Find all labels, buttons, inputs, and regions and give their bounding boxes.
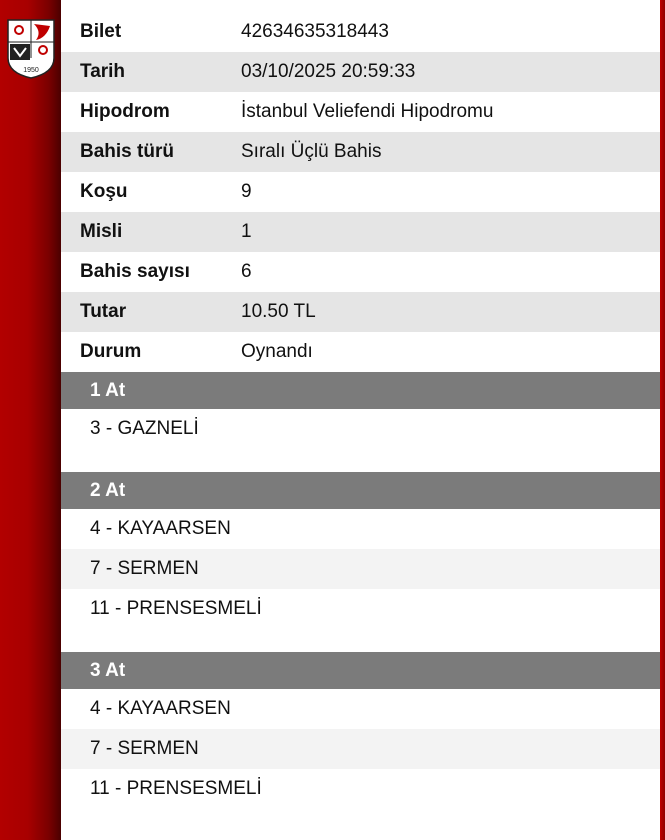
info-row-kosu [61, 172, 660, 212]
info-key: Koşu [80, 181, 128, 202]
info-row-bilet [61, 12, 660, 52]
info-value: 6 [241, 261, 252, 282]
horse-row: 11 - PRENSESMELİ [90, 598, 262, 619]
info-row-bahis-sayisi [61, 252, 660, 292]
info-value: Sıralı Üçlü Bahis [241, 141, 382, 162]
info-row-hipodrom [61, 92, 660, 132]
horse-row: 4 - KAYAARSEN [90, 518, 231, 539]
horse-row: 11 - PRENSESMELİ [90, 778, 262, 799]
ticket-detail [61, 12, 660, 809]
info-value: Oynandı [241, 341, 313, 362]
info-key: Bilet [80, 21, 122, 42]
info-key: Hipodrom [80, 101, 170, 122]
info-key: Tutar [80, 301, 127, 322]
selection-section-1 [61, 372, 660, 472]
selection-section-3 [61, 652, 660, 809]
horse-row: 3 - GAZNELİ [90, 418, 199, 439]
ticket-info-table [61, 12, 660, 372]
info-key: Bahis türü [80, 141, 174, 162]
info-row-misli [61, 212, 660, 252]
section-header: 3 At [61, 652, 660, 689]
section-spacer [61, 449, 660, 472]
info-row-bahis-turu [61, 132, 660, 172]
logo-year: 1950 [23, 67, 39, 74]
horse-row: 4 - KAYAARSEN [90, 698, 231, 719]
club-logo-icon [6, 18, 56, 80]
info-key: Bahis sayısı [80, 261, 190, 282]
info-row-tarih [61, 52, 660, 92]
info-key: Durum [80, 341, 142, 362]
info-value: İstanbul Veliefendi Hipodromu [241, 101, 494, 122]
horse-row: 7 - SERMEN [61, 729, 660, 769]
info-value: 9 [241, 181, 252, 202]
info-key: Tarih [80, 61, 126, 82]
selection-section-2 [61, 472, 660, 652]
right-edge [660, 0, 665, 840]
info-row-durum [61, 332, 660, 372]
info-value: 1 [241, 221, 252, 242]
info-key: Misli [80, 221, 123, 242]
sidebar [0, 0, 61, 840]
info-row-tutar [61, 292, 660, 332]
info-value: 42634635318443 [241, 21, 389, 42]
section-header: 1 At [61, 372, 660, 409]
horse-row: 7 - SERMEN [61, 549, 660, 589]
section-spacer [61, 629, 660, 652]
info-value: 10.50 TL [241, 301, 316, 322]
info-value: 03/10/2025 20:59:33 [241, 61, 416, 82]
section-header: 2 At [61, 472, 660, 509]
